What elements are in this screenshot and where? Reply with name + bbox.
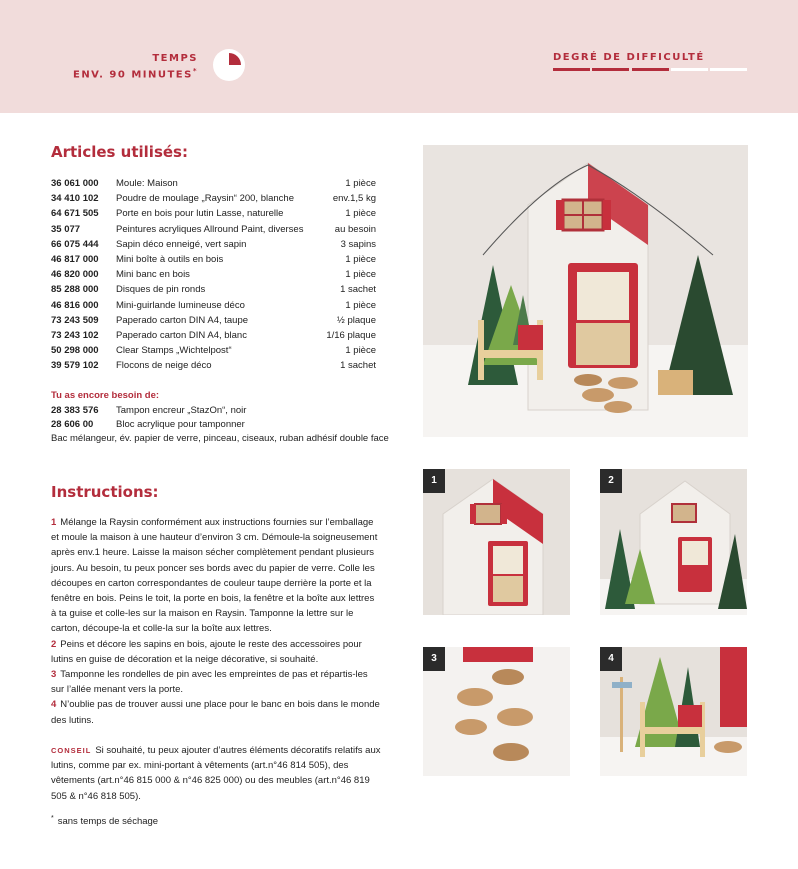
time-footnote-mark: * — [192, 67, 198, 75]
material-row — [51, 222, 376, 237]
material-name: Mini-guirlande lumineuse déco — [116, 299, 245, 311]
step-text: Mélange la Raysin conformément aux instructions fournies sur l’emballage et moule la maison à une hauteur d’environ 3 cm. Démoule-la soigneusement après env.1 heure. Laisse la maison sécher complètement pendant plusieurs jours. Au besoin, tu peux poncer ses bords avec du papier de verre. Colle les découpes en carton correspondantes de couleur taupe derrière la porte et la fenêtre en bois. Peins le toit, la porte en bois, la fenêtre et la boîte aux lettres à ta guise et colle-les sur la maison en Raysin. Tamponne la lettre sur le carton, découpe-la et colle-la sur la boîte aux lettres. — [51, 517, 378, 635]
material-no: 64 671 505 — [51, 208, 99, 220]
step-photo-4 — [600, 647, 747, 776]
material-no: 46 817 000 — [51, 253, 99, 265]
material-qty: 1 pièce — [345, 269, 376, 281]
material-qty: 1 pièce — [345, 345, 376, 357]
material-name: Paperado carton DIN A4, blanc — [116, 329, 247, 341]
material-row — [51, 343, 376, 358]
footnote-text: sans temps de séchage — [57, 816, 159, 828]
step-badge-2: 2 — [600, 469, 622, 493]
material-row — [51, 328, 376, 343]
instructions-steps — [51, 515, 381, 728]
material-name: Sapin déco enneigé, vert sapin — [116, 238, 247, 250]
material-qty: 1 pièce — [345, 299, 376, 311]
material-name: Poudre de moulage „Raysin“ 200, blanche — [116, 193, 294, 205]
main-photo — [423, 145, 748, 437]
step-badge-3: 3 — [423, 647, 445, 671]
footnote — [51, 815, 158, 827]
step-number: 1 — [51, 517, 57, 528]
material-no: 46 820 000 — [51, 269, 99, 281]
material-name: Porte en bois pour lutin Lasse, naturelle — [116, 208, 284, 220]
time-info — [73, 52, 198, 81]
material-qty: 1 sachet — [340, 360, 376, 372]
material-row — [51, 237, 376, 252]
material-name: Moule: Maison — [116, 178, 178, 189]
extra-materials-title: Tu as encore besoin de: — [51, 390, 160, 401]
material-qty: ½ plaque — [336, 314, 376, 326]
material-name: Peintures acryliques Allround Paint, diverses — [116, 223, 304, 235]
material-no: 39 579 102 — [51, 360, 99, 372]
step-photo-3 — [423, 647, 570, 776]
material-name: Flocons de neige déco — [116, 360, 212, 372]
material-name: Mini boîte à outils en bois — [116, 253, 224, 265]
material-no: 46 816 000 — [51, 299, 99, 311]
material-qty: env.1,5 kg — [332, 193, 376, 205]
instruction-step — [51, 515, 381, 637]
header-band — [0, 0, 798, 113]
material-row — [51, 282, 376, 297]
step-number: 4 — [51, 699, 57, 711]
material-qty: 1/16 plaque — [326, 329, 376, 341]
instruction-step — [51, 637, 381, 667]
material-row — [51, 267, 376, 282]
step-number: 3 — [51, 669, 57, 681]
extra-material-no: 28 606 00 — [51, 419, 94, 430]
instruction-step — [51, 697, 381, 727]
step-badge-1: 1 — [423, 469, 445, 493]
material-row — [51, 358, 376, 373]
tip-label: CONSEIL — [51, 746, 92, 755]
material-name: Paperado carton DIN A4, taupe — [116, 314, 249, 326]
material-qty: 1 pièce — [345, 253, 376, 265]
material-qty: 1 sachet — [340, 284, 376, 296]
time-value-line — [73, 65, 198, 81]
material-row — [51, 313, 376, 328]
step-photo-2 — [600, 469, 747, 615]
time-label: TEMPS — [152, 53, 198, 64]
step-text: Tamponne les rondelles de pin avec les empreintes de pas et répartis-les sur l’allée menant vers la porte. — [51, 669, 368, 696]
extra-material-row — [51, 418, 391, 432]
material-name: Disques de pin ronds — [116, 284, 206, 296]
difficulty-info — [553, 52, 705, 63]
material-no: 34 410 102 — [51, 193, 99, 205]
step-text: Peins et décore les sapins en bois, ajoute le reste des accessoires pour lutins en guise de décoration et la neige décorative, si souhaité. — [51, 638, 362, 665]
step-number: 2 — [51, 638, 57, 650]
extra-material-name: Tampon encreur „StazOn“, noir — [116, 405, 247, 416]
material-no: 50 298 000 — [51, 345, 99, 357]
tip-text: Si souhaité, tu peux ajouter d’autres éléments décoratifs relatifs aux lutins, comme par ex. mini-portant à vêtements (art.n°46 814 505), des vêtements (art.n°46 815 000 & n°46 825 000) ou des meubles (art.n°46 819 505 & n°46 818 505). — [51, 745, 381, 802]
material-name: Clear Stamps „Wichtelpost“ — [116, 345, 232, 357]
material-row — [51, 191, 376, 206]
step-text: N’oublie pas de trouver aussi une place pour le banc en bois dans le monde des lutins. — [51, 699, 380, 726]
materials-list — [51, 176, 376, 373]
material-no: 73 243 102 — [51, 329, 99, 341]
extra-material-row — [51, 404, 391, 418]
material-qty: au besoin — [334, 223, 376, 235]
material-name: Mini banc en bois — [116, 269, 190, 281]
extra-materials-list — [51, 404, 391, 432]
difficulty-meter — [553, 68, 747, 71]
extra-material-name: Bloc acrylique pour tamponner — [116, 419, 245, 430]
time-value: ENV. 90 MINUTES — [72, 69, 193, 81]
clock-icon — [212, 48, 246, 82]
tip-paragraph — [51, 743, 381, 804]
material-row — [51, 206, 376, 221]
extra-material-no: 28 383 576 — [51, 405, 99, 416]
instruction-step — [51, 667, 381, 697]
difficulty-segment — [592, 68, 629, 71]
material-no: 66 075 444 — [51, 238, 99, 250]
materials-title: Articles utilisés: — [51, 143, 188, 161]
instructions-title: Instructions: — [51, 483, 159, 501]
material-qty: 1 pièce — [345, 178, 376, 189]
difficulty-segment — [553, 68, 590, 71]
difficulty-segment — [710, 68, 747, 71]
step-photo-1 — [423, 469, 570, 615]
footnote-mark: * — [51, 815, 54, 822]
material-no: 36 061 000 — [51, 178, 99, 189]
step-badge-4: 4 — [600, 647, 622, 671]
difficulty-segment — [671, 68, 708, 71]
material-no: 35 077 — [51, 223, 81, 235]
material-qty: 3 sapins — [340, 238, 376, 250]
material-no: 85 288 000 — [51, 284, 99, 296]
material-row — [51, 252, 376, 267]
difficulty-label: DEGRÉ DE DIFFICULTÉ — [553, 52, 705, 63]
material-row — [51, 298, 376, 313]
material-row — [51, 176, 376, 191]
material-qty: 1 pièce — [345, 208, 376, 220]
difficulty-segment — [632, 68, 669, 71]
extra-materials-note: Bac mélangeur, év. papier de verre, pinceau, ciseaux, ruban adhésif double face — [51, 433, 389, 444]
material-no: 73 243 509 — [51, 314, 99, 326]
